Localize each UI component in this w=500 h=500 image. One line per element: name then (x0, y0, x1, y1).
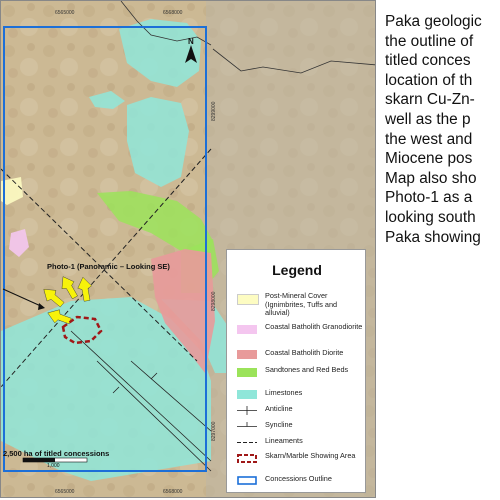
skarn-outline-icon (237, 454, 257, 463)
legend (226, 249, 366, 493)
legend-item-granodiorite (233, 323, 363, 343)
diorite-swatch (237, 350, 257, 359)
coord-side-3: 8297000 (211, 421, 217, 441)
legend-label: Syncline (265, 420, 293, 429)
coord-bottom-1: 6565000 (55, 489, 75, 495)
dashed-line-icon (237, 438, 257, 447)
legend-label: Lineaments (265, 436, 303, 445)
coord-top-1: 6565000 (55, 10, 75, 16)
post-mineral-cover-swatch (237, 294, 259, 305)
coord-bottom-2: 6568000 (163, 489, 183, 495)
syncline-icon (237, 422, 257, 431)
legend-label: Sandtones and Red Beds (265, 365, 349, 374)
legend-item-skarn (233, 452, 363, 472)
concession-outline-icon (237, 476, 257, 485)
sandstone-swatch (237, 368, 257, 377)
scale-label: 1,000 (47, 463, 60, 469)
concession-area-label: 2,500 ha of titled concessions (3, 449, 110, 458)
legend-label: Post-Mineral Cover (Ignimbrites, Tuffs and alluvial) (265, 291, 338, 317)
photo-label: Photo-1 (Panoramic – Looking SE) (47, 262, 170, 271)
north-label: N (188, 37, 194, 46)
legend-label: Anticline (265, 404, 293, 413)
legend-item-concessions (233, 474, 363, 494)
anticline-icon (237, 406, 257, 415)
legend-label: Coastal Batholith Granodiorite (265, 322, 363, 331)
legend-label: Concessions Outline (265, 474, 332, 483)
legend-label: Limestones (265, 388, 303, 397)
legend-item-sandstones (233, 366, 363, 386)
legend-item-post-mineral-cover (233, 291, 363, 317)
legend-label: Skarn/Marble Showing Area (265, 451, 356, 460)
coord-top-2: 6568000 (163, 10, 183, 16)
description-text: Paka geologic the outline of titled conces location of th skarn Cu-Zn- well as the p the west and Miocene pos Map also sho Photo-1 as a looking south Paka showing (385, 13, 482, 246)
legend-title: Legend (272, 262, 322, 278)
coord-side-2: 8298000 (211, 291, 217, 311)
limestone-unit-mid (127, 97, 189, 187)
coord-side-1: 8299000 (211, 101, 217, 121)
granodiorite-swatch (237, 325, 257, 334)
legend-label: Coastal Batholith Diorite (265, 348, 344, 357)
limestone-swatch (237, 390, 257, 399)
